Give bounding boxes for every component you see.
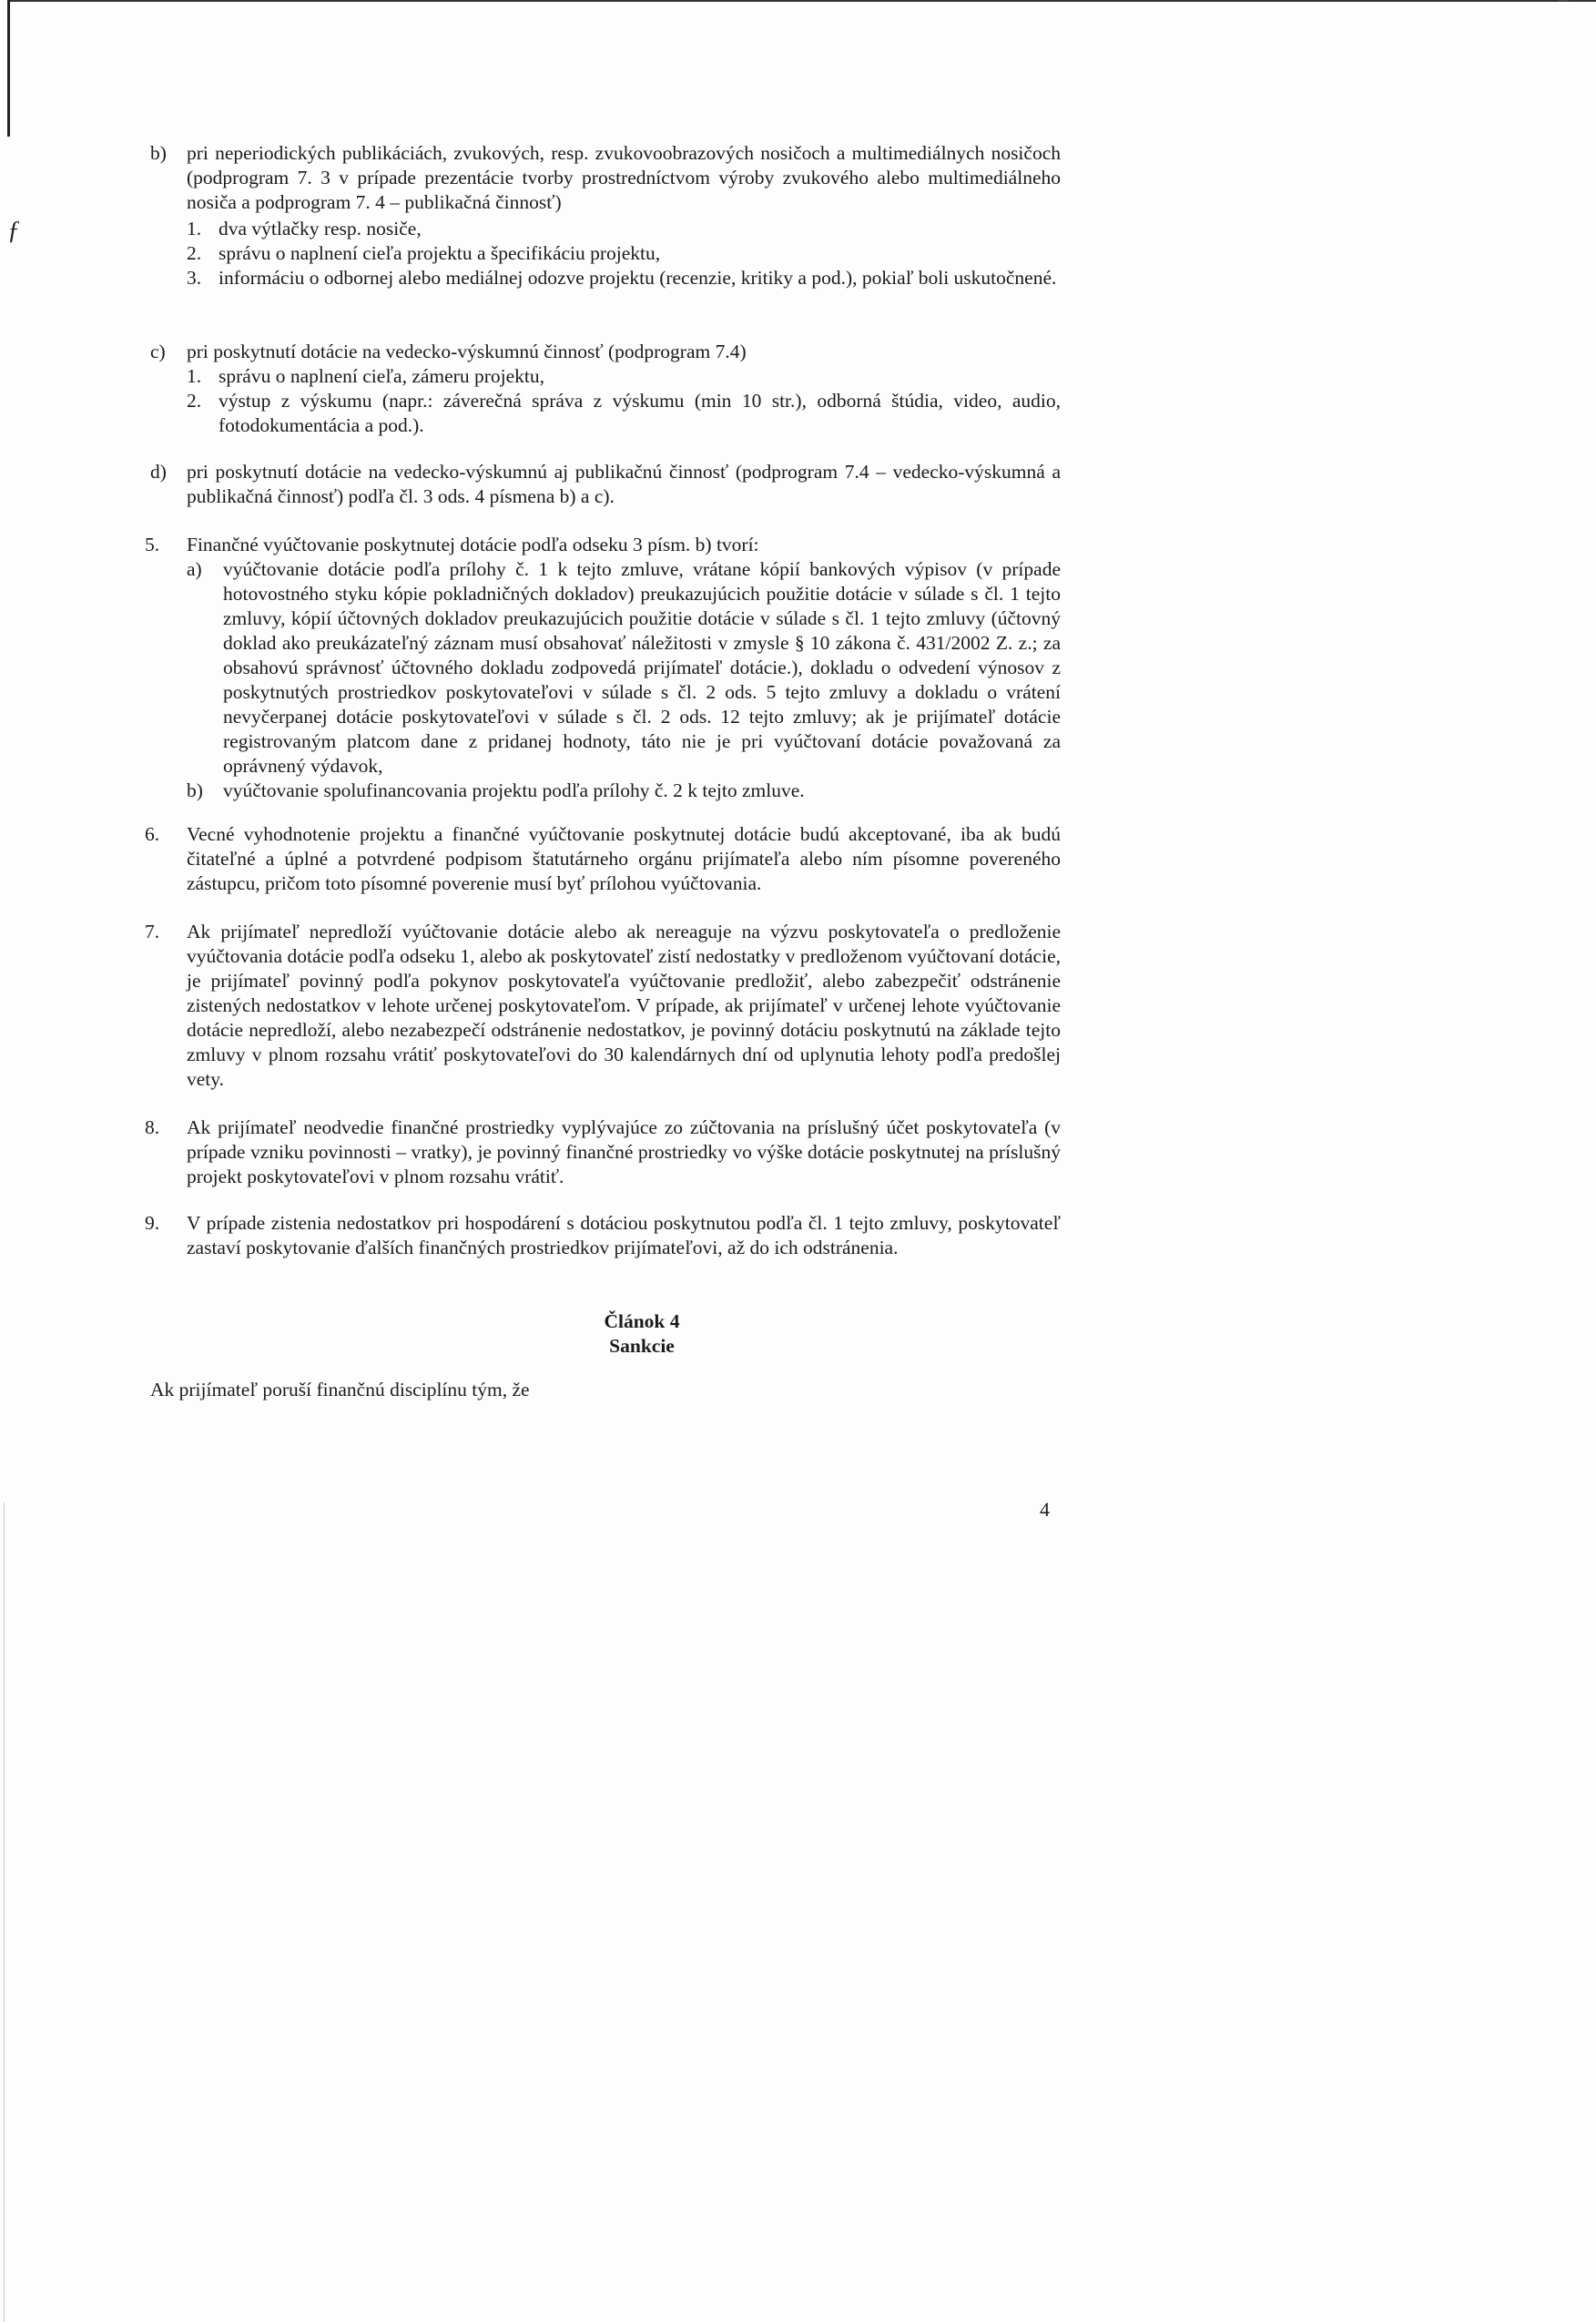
paragraph-text: Finančné vyúčtovanie poskytnutej dotácie podľa odseku 3 písm. b) tvorí: xyxy=(187,534,759,555)
list-item-number: 2. xyxy=(187,390,202,412)
section-b-text: pri neperiodických publikáciách, zvukových, resp. zvukovoobrazových nosičoch a multimediálnych nosičoch (podprogram 7. 3 v prípade prezentácie tvorby prostredníctvom výroby zvukového alebo multimediálneho nosiča a podprogram 7. 4 – publikačná činnosť) xyxy=(187,142,1061,213)
paragraph-text: Ak prijímateľ neodvedie finančné prostriedky vyplývajúce zo zúčtovania na príslušný účet poskytovateľa (v prípade vzniku povinnosti – vratky), je povinný finančné prostriedky vo výške dotácie poskytnutej na príslušný projekt poskytovateľovi v plnom rozsahu vrátiť. xyxy=(187,1116,1061,1187)
paragraph-text: Vecné vyhodnotenie projektu a finančné vyúčtovanie poskytnutej dotácie budú akceptované, iba ak budú čitateľné a úplné a potvrdené podpisom štatutárneho orgánu prijímateľa alebo ním písomne povereného zástupcu, pričom toto písomné poverenie musí byť prílohou vyúčtovania. xyxy=(187,823,1061,894)
section-d-label: d) xyxy=(150,461,167,483)
paragraph-text: Ak prijímateľ nepredloží vyúčtovanie dotácie alebo ak nereaguje na výzvu poskytovateľa o predloženie vyúčtovania dotácie podľa odseku 1, alebo ak poskytovateľ zistí nedostatky v predloženom vyúčtovaní dotácie, je prijímateľ povinný podľa pokynov poskytovateľa vyúčtovanie predložiť, alebo zabezpečiť odstránenie zistených nedostatkov v lehote určenej poskytovateľom. V prípade, ak prijímateľ v určenej lehote vyúčtovanie dotácie nepredloží, alebo nezabezpečí odstránenie nedostatkov, je povinný dotáciu poskytnutú na základe tejto zmluvy v plnom rozsahu vrátiť poskytovateľovi do 30 kalendárnych dní od uplynutia lehoty podľa predošlej vety. xyxy=(187,921,1061,1090)
paragraph-number: 6. xyxy=(145,823,160,845)
article-title: Článok 4 xyxy=(604,1310,680,1332)
list-item-number: 1. xyxy=(187,218,202,239)
list-item-number: 2. xyxy=(187,242,202,264)
item-b-label: b) xyxy=(187,779,203,801)
paragraph-number: 9. xyxy=(145,1212,160,1234)
section-c-label: c) xyxy=(150,341,166,362)
list-item-text: dva výtlačky resp. nosiče, xyxy=(219,218,422,239)
paragraph-text: V prípade zistenia nedostatkov pri hospodárení s dotáciou poskytnutou podľa čl. 1 tejto zmluvy, poskytovateľ zastaví poskytovanie ďalších finančných prostriedkov prijímateľovi, až do ich odstránenia. xyxy=(187,1212,1061,1258)
article-subtitle: Sankcie xyxy=(609,1335,675,1357)
margin-mark: ƒ xyxy=(7,217,20,245)
section-b-label: b) xyxy=(150,142,167,164)
scan-edge-mark xyxy=(1558,0,1569,2)
scan-edge-lower xyxy=(4,1502,5,2322)
list-item-text: výstup z výskumu (napr.: záverečná správa z výskumu (min 10 str.), odborná štúdia, video, audio, fotodokumentácia a pod.). xyxy=(219,390,1061,436)
list-item-number: 1. xyxy=(187,365,202,387)
scan-edge-left xyxy=(7,0,10,137)
item-a-text: vyúčtovanie dotácie podľa prílohy č. 1 k tejto zmluve, vrátane kópií bankových výpisov (v prípade hotovostného styku kópie pokladničných dokladov) preukazujúcich použitie dotácie v súlade s čl. 1 tejto zmluvy, kópií účtovných dokladov preukazujúcich použitie dotácie v súlade s čl. 1 tejto zmluvy (účtovný doklad ako preukázateľný záznam musí obsahovať náležitosti v zmysle § 10 zákona č. 431/2002 Z. z.; za obsahovú správnosť účtovného dokladu zodpovedá prijímateľ dotácie.), dokladu o odvedení výnosov z poskytnutých prostriedkov poskytovateľovi v súlade s čl. 2 ods. 5 tejto zmluvy a dokladu o vrátení nevyčerpanej dotácie poskytovateľovi v súlade s čl. 2 ods. 12 tejto zmluvy; ak je prijímateľ dotácie registrovaným platcom dane z pridanej hodnoty, táto nie je pri vyúčtovaní dotácie považovaná za oprávnený výdavok, xyxy=(223,558,1061,777)
section-d-text: pri poskytnutí dotácie na vedecko-výskumnú aj publikačnú činnosť (podprogram 7.4 – vedecko-výskumná a publikačná činnosť) podľa čl. 3 ods. 4 písmena b) a c). xyxy=(187,461,1061,507)
closing-line-text: Ak prijímateľ poruší finančnú disciplínu tým, že xyxy=(150,1379,530,1400)
list-item-text: informáciu o odbornej alebo mediálnej odozve projektu (recenzie, kritiky a pod.), pokiaľ boli uskutočnené. xyxy=(219,267,1057,289)
paragraph-number: 8. xyxy=(145,1116,160,1138)
list-item-number: 3. xyxy=(187,267,202,289)
section-c-text: pri poskytnutí dotácie na vedecko-výskumnú činnosť (podprogram 7.4) xyxy=(187,341,747,362)
page-number: 4 xyxy=(1040,1498,1050,1521)
list-item-text: správu o naplnení cieľa, zámeru projektu, xyxy=(219,365,544,387)
paragraph-number: 7. xyxy=(145,921,160,942)
paragraph-number: 5. xyxy=(145,534,160,555)
item-b-text: vyúčtovanie spolufinancovania projektu podľa prílohy č. 2 k tejto zmluve. xyxy=(223,779,805,801)
scan-edge-top xyxy=(7,0,1596,2)
item-a-label: a) xyxy=(187,558,202,580)
list-item-text: správu o naplnení cieľa projektu a špecifikáciu projektu, xyxy=(219,242,661,264)
